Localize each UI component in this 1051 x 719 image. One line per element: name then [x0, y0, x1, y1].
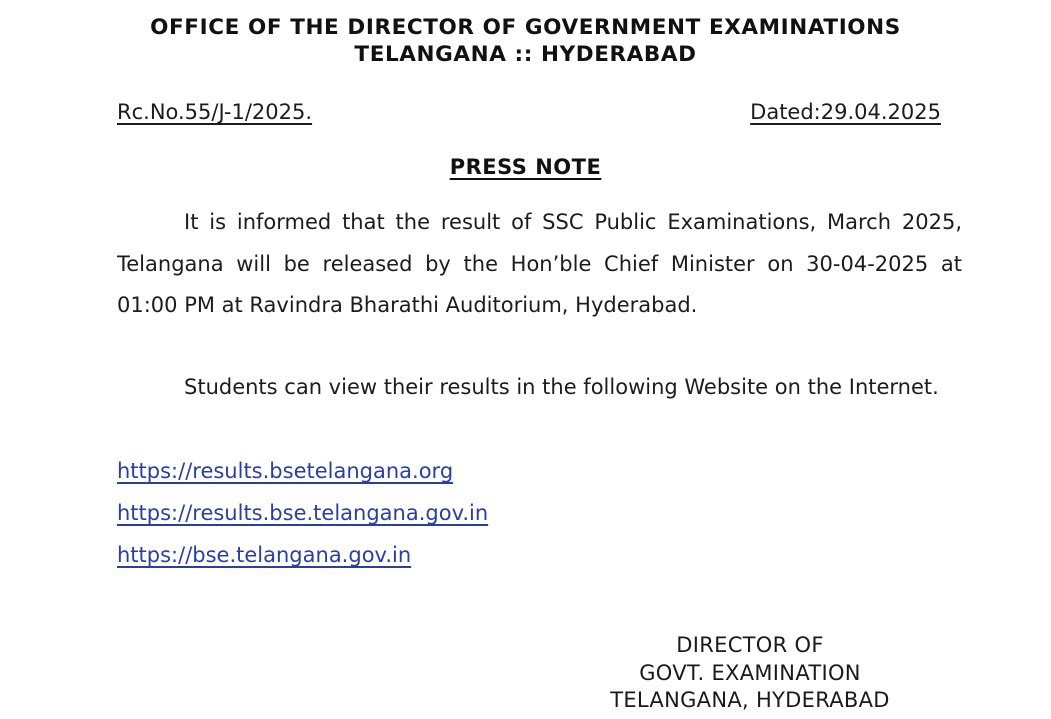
signature-line-1: DIRECTOR OF: [676, 633, 824, 657]
result-link-1[interactable]: https://results.bsetelangana.org: [117, 459, 454, 483]
websites-paragraph: [117, 367, 962, 409]
signature-line-3: TELANGANA, HYDERABAD: [610, 688, 890, 712]
press-note-title-text: PRESS NOTE: [449, 155, 602, 179]
websites-text: Students can view their results in the following Website on the Internet.: [184, 375, 939, 399]
signature-block: [600, 632, 900, 715]
signature-line-2: GOVT. EXAMINATION: [639, 660, 861, 685]
announcement-text: It is informed that the result of SSC Public Examinations, March 2025, Telangana will be released by the Hon’ble Chief Minister on 30-04-2025 at 01:00 PM at Ravindra Bharathi Auditorium, Hyderabad.: [117, 210, 962, 317]
result-link-2[interactable]: https://results.bse.telangana.gov.in: [117, 501, 489, 525]
press-note-title: [0, 155, 1051, 179]
reference-number: Rc.No.55/J-1/2025.: [117, 100, 313, 124]
announcement-paragraph: [117, 202, 962, 327]
result-links: [117, 450, 488, 576]
result-link-3[interactable]: https://bse.telangana.gov.in: [117, 543, 412, 567]
document-header: [0, 14, 1051, 68]
date-line: Dated:29.04.2025: [750, 100, 941, 124]
office-title: OFFICE OF THE DIRECTOR OF GOVERNMENT EXAMINATIONS: [150, 15, 901, 40]
office-location: TELANGANA :: HYDERABAD: [354, 42, 697, 67]
